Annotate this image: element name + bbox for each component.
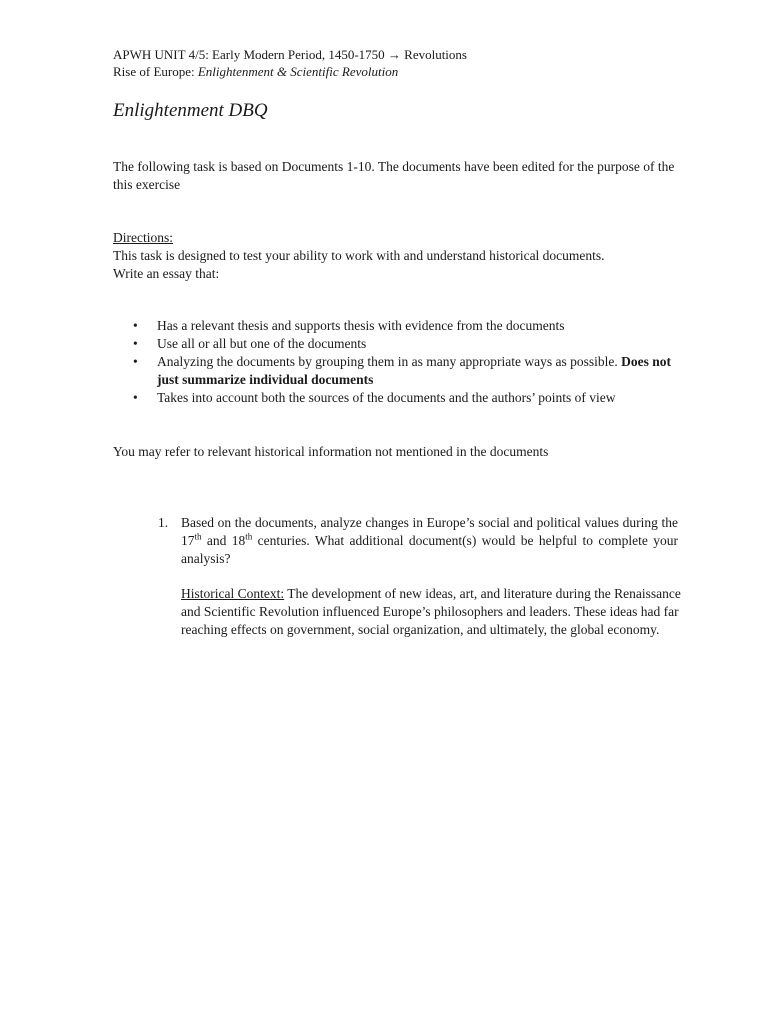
list-item-emphasis: Does not just summarize individual documents xyxy=(157,354,672,387)
bullet-icon: • xyxy=(133,390,138,405)
document-header xyxy=(113,46,467,80)
header-topic-prefix: Rise of Europe: xyxy=(113,64,198,79)
list-item xyxy=(133,353,678,389)
page-title: Enlightenment DBQ xyxy=(113,100,268,121)
directions-line-1: This task is designed to test your ability to work with and understand historical documents. xyxy=(113,248,605,263)
list-item xyxy=(133,335,678,353)
requirements-list xyxy=(133,317,678,407)
bullet-icon: • xyxy=(133,354,138,369)
refer-note: You may refer to relevant historical information not mentioned in the documents xyxy=(113,444,549,459)
historical-context-body: The development of new ideas, art, and literature during the Renaissance and Scientific Revolution influenced Europe’s philosophers and leaders. These ideas had far reaching effects on government, social organization, and ultimately, the global economy. xyxy=(181,586,681,637)
historical-context xyxy=(181,585,681,639)
header-topic-line xyxy=(113,63,467,80)
list-item xyxy=(133,389,678,407)
list-item-text: Use all or all but one of the documents xyxy=(157,336,367,351)
superscript-th-2: th xyxy=(245,531,253,542)
question-text xyxy=(181,514,678,568)
question-1 xyxy=(158,514,678,568)
question-number: 1. xyxy=(158,515,169,530)
question-text-a: Based on the documents, analyze changes in Europe’s social and political values during the 17 xyxy=(181,515,678,548)
bullet-icon: • xyxy=(133,336,138,351)
intro-paragraph: The following task is based on Documents 1-10. The documents have been edited for the purpose of the this exercise xyxy=(113,159,675,192)
superscript-th-1: th xyxy=(194,531,202,542)
directions-section xyxy=(113,229,693,283)
directions-line-2: Write an essay that: xyxy=(113,266,220,281)
directions-heading: Directions: xyxy=(113,230,173,245)
question-text-c: centuries. What additional document(s) would be helpful to complete your analysis? xyxy=(181,533,678,566)
list-item-text: Has a relevant thesis and supports thesis with evidence from the documents xyxy=(157,318,565,333)
list-item-text: Takes into account both the sources of the documents and the authors’ points of view xyxy=(157,390,616,405)
header-unit-line: APWH UNIT 4/5: Early Modern Period, 1450-1750 → Revolutions xyxy=(113,47,467,62)
question-text-b: and 18 xyxy=(201,533,246,548)
list-item-text: Analyzing the documents by grouping them in as many appropriate ways as possible. xyxy=(157,354,622,369)
header-topic-italic: Enlightenment & Scientific Revolution xyxy=(197,64,399,79)
bullet-icon: • xyxy=(133,318,138,333)
historical-context-heading: Historical Context: xyxy=(181,586,285,601)
list-item xyxy=(133,317,678,335)
